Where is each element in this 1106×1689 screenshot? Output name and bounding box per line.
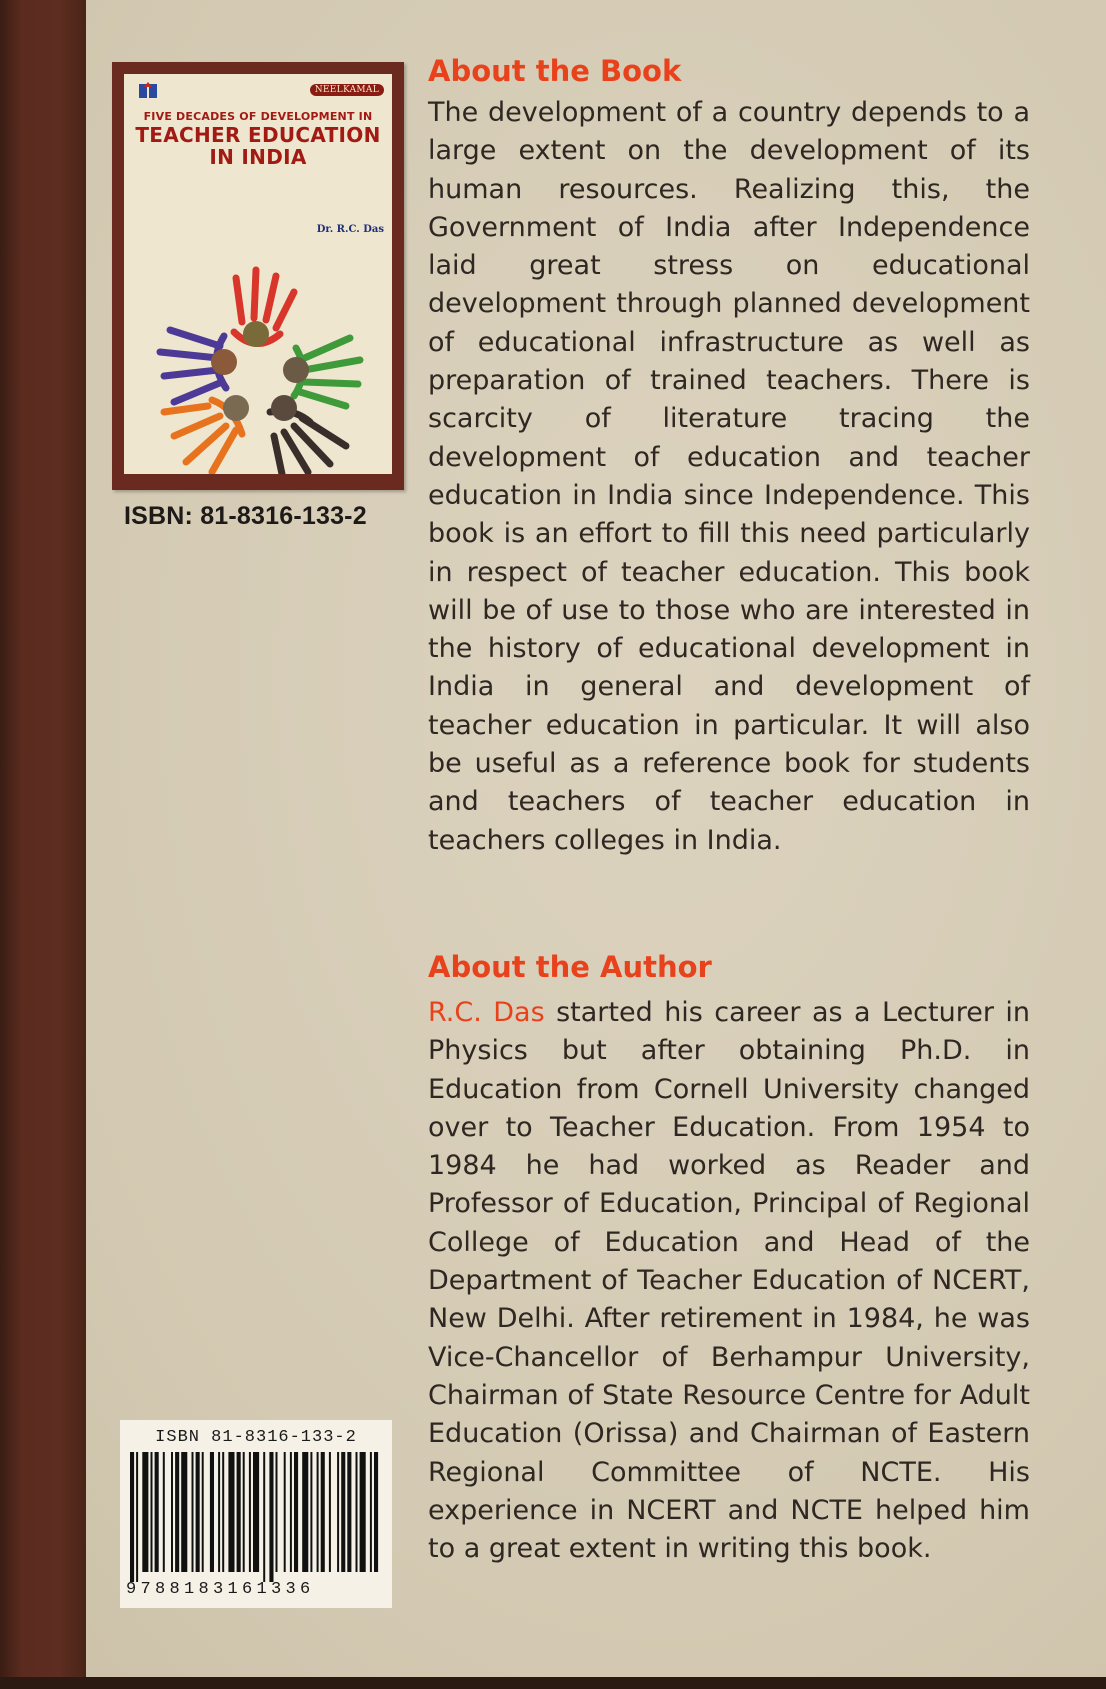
- cover-title-line3: IN INDIA: [209, 145, 307, 169]
- barcode-bar: [360, 1452, 366, 1572]
- barcode-bar: [269, 1452, 273, 1582]
- barcode-bar: [284, 1452, 286, 1572]
- barcode-bar: [181, 1452, 187, 1572]
- barcode-bar: [341, 1452, 345, 1572]
- bottom-edge: [0, 1677, 1106, 1689]
- author-bio: started his career as a Lecturer in Physics but after obtaining Ph.D. in Education from Cornell University changed over to Teacher Education. From 1954 to 1984 he had worked as Reader and Professor of Education, Principal of Regional College of Education and Head of the Department of Teacher Education of NCERT, New Delhi. After retirement in 1984, he was Vice-Chancellor of Berhampur University, Chairman of State Resource Centre for Adult Education (Orissa) and Chairman of Eastern Regional Committee of NCTE. His experience in NCERT and NCTE helped him to a great extent in writing this book.: [428, 997, 1031, 1565]
- cover-publisher: NEELKAMAL: [310, 84, 384, 96]
- cover-title-line1: FIVE DECADES OF DEVELOPMENT IN: [143, 110, 373, 123]
- barcode-bar: [163, 1452, 165, 1572]
- about-author-body: [428, 994, 1030, 1568]
- barcode-bars: [130, 1452, 382, 1582]
- cover-hands-illustration: [124, 236, 392, 474]
- barcode-bar: [237, 1452, 241, 1572]
- barcode-bar: [142, 1452, 148, 1572]
- barcode-bar: [337, 1452, 339, 1572]
- barcode-bar: [151, 1452, 153, 1572]
- barcode-bar: [228, 1452, 234, 1572]
- barcode-bar: [374, 1452, 378, 1572]
- cover-title-main: [124, 124, 392, 168]
- barcode-bar: [276, 1452, 278, 1572]
- barcode-bar: [356, 1452, 358, 1572]
- about-author-section: [428, 950, 1030, 1568]
- barcode-bar: [310, 1452, 312, 1572]
- barcode-bar: [175, 1452, 179, 1572]
- barcode-isbn-text: ISBN 81-8316-133-2: [155, 1428, 357, 1447]
- barcode-digits: 9788183161336: [126, 1580, 315, 1599]
- cover-author: Dr. R.C. Das: [316, 224, 384, 235]
- about-book-body: The development of a country depends to a large extent on the development of its human resources. Realizing this, the Government of India after Independence laid great stress on educational development through planned development of educational infrastructure as well as preparation of trained teachers. There is scarcity of literature tracing the development of education and teacher education in India since Independence. This book is an effort to fill this need particularly in respect of teacher education. This book will be of use to those who are interested in the history of educational development in India in general and development of teacher education in particular. It will also be useful as a reference book for students and teachers of teacher education in teachers colleges in India.: [428, 97, 1030, 856]
- barcode-box: [120, 1420, 392, 1608]
- about-book-heading: About the Book: [428, 54, 682, 88]
- about-book-section: [428, 54, 1030, 860]
- publisher-logo-icon: [138, 82, 158, 100]
- barcode-bar: [317, 1452, 319, 1572]
- barcode-bar: [218, 1452, 220, 1572]
- barcode-bar: [370, 1452, 372, 1572]
- barcode-bar: [222, 1452, 224, 1572]
- barcode-bar: [290, 1452, 292, 1572]
- cover-thumbnail-inner: [124, 74, 392, 474]
- barcode-bar: [249, 1452, 251, 1572]
- barcode-bar: [321, 1452, 325, 1572]
- book-spine: [0, 0, 86, 1689]
- isbn-caption: ISBN: 81-8316-133-2: [124, 502, 367, 530]
- barcode-bar: [196, 1452, 200, 1572]
- barcode-bar: [243, 1452, 245, 1572]
- barcode-bar: [136, 1452, 138, 1582]
- barcode-bar: [329, 1452, 331, 1572]
- barcode-bar: [210, 1452, 214, 1572]
- barcode-bar: [155, 1452, 159, 1572]
- barcode-bar: [263, 1452, 265, 1582]
- barcode-bar: [171, 1452, 173, 1572]
- cover-title-line2: TEACHER EDUCATION: [135, 123, 381, 147]
- barcode-bar: [302, 1452, 308, 1572]
- cover-thumbnail: [112, 62, 404, 490]
- barcode-bar: [294, 1452, 298, 1572]
- barcode-bar: [202, 1452, 204, 1572]
- barcode-bar: [347, 1452, 351, 1572]
- barcode-bar: [192, 1452, 194, 1572]
- barcode-bar: [253, 1452, 259, 1572]
- author-name: R.C. Das: [428, 997, 545, 1028]
- barcode-bar: [130, 1452, 134, 1582]
- about-author-heading: About the Author: [428, 950, 712, 984]
